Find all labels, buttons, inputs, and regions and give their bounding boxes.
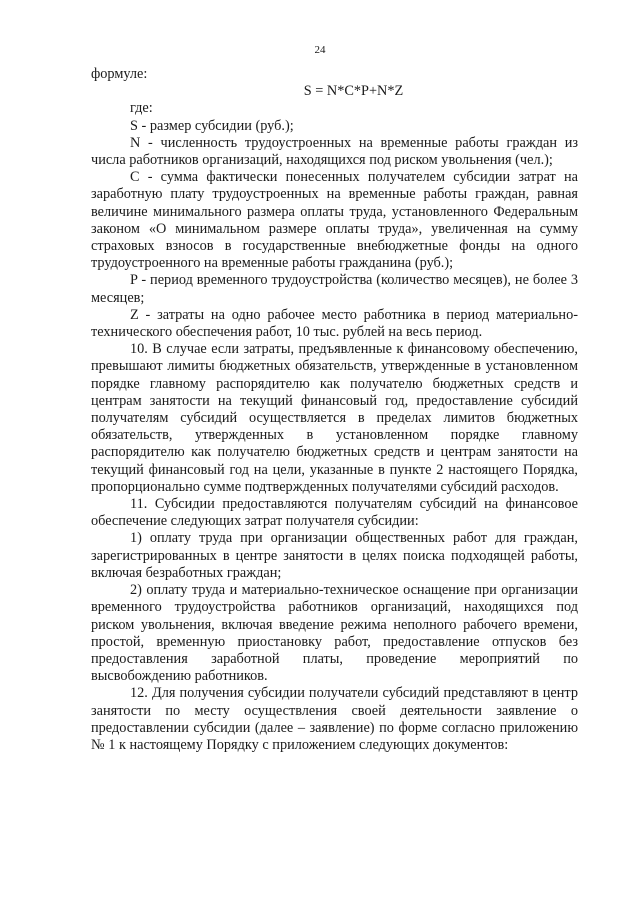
paragraph-clause-11-item-2: 2) оплату труда и материально-техническое оснащение при организации временного трудоустройства работников организаций, находящихся под риском увольнения, включая введение режима неполного рабочего времени, простой, временную приостановку работ, предоставление отпусков без предоставления заработной платы, проведение мероприятий по высвобождению работников.	[91, 582, 578, 685]
paragraph-def-s: S - размер субсидии (руб.);	[130, 117, 294, 134]
paragraph-def-c: C - сумма фактически понесенных получателем субсидии затрат на заработную плату трудоустроенных на временные работы граждан, равная величине минимального размера оплаты труда, установленного Федеральным законом «О минимальном размере оплаты труда», увеличенная на сумму страховых взносов в государственные внебюджетные фонды на одного трудоустроенного на временные работы гражданина (руб.);	[91, 169, 578, 272]
paragraph-clause-12: 12. Для получения субсидии получатели субсидий представляют в центр занятости по месту осуществления своей деятельности заявление о предоставлении субсидии (далее – заявление) по форме согласно приложению № 1 к настоящему Порядку с приложением следующих документов:	[91, 685, 578, 753]
paragraph-def-n: N - численность трудоустроенных на временные работы граждан из числа работников организаций, находящихся под риском увольнения (чел.);	[91, 134, 578, 169]
paragraph-formula-intro: формуле:	[91, 66, 148, 82]
paragraph-clause-11-item-1: 1) оплату труда при организации общественных работ для граждан, зарегистрированных в центре занятости в целях поиска подходящей работы, включая безработных граждан;	[91, 530, 578, 581]
paragraph-where: где:	[130, 100, 153, 117]
paragraph-def-z: Z - затраты на одно рабочее место работника в период материально-технического обеспечения работ, 10 тыс. рублей на весь период.	[91, 306, 578, 341]
formula: S = N*C*P+N*Z	[303, 83, 404, 100]
document-body	[91, 66, 578, 754]
paragraph-clause-11: 11. Субсидии предоставляются получателям субсидий на финансовое обеспечение следующих затрат получателя субсидии:	[91, 496, 578, 530]
paragraph-def-p: P - период временного трудоустройства (количество месяцев), не более 3 месяцев;	[91, 272, 578, 306]
page-number: 24	[314, 44, 326, 56]
paragraph-clause-10: 10. В случае если затраты, предъявленные к финансовому обеспечению, превышают лимиты бюджетных обязательств, утвержденные в установленном порядке главному распорядителю как получателю бюджетных средств и центрам занятости на текущий финансовый год, предоставление субсидий получателям субсидий осуществляется в пределах лимитов бюджетных обязательств, утвержденных в установленном порядке главному распорядителю как получателю бюджетных средств и центрам занятости на текущий финансовый год на цели, указанные в пункте 2 настоящего Порядка, пропорционально сумме подтвержденных получателями субсидий расходов.	[91, 341, 578, 495]
